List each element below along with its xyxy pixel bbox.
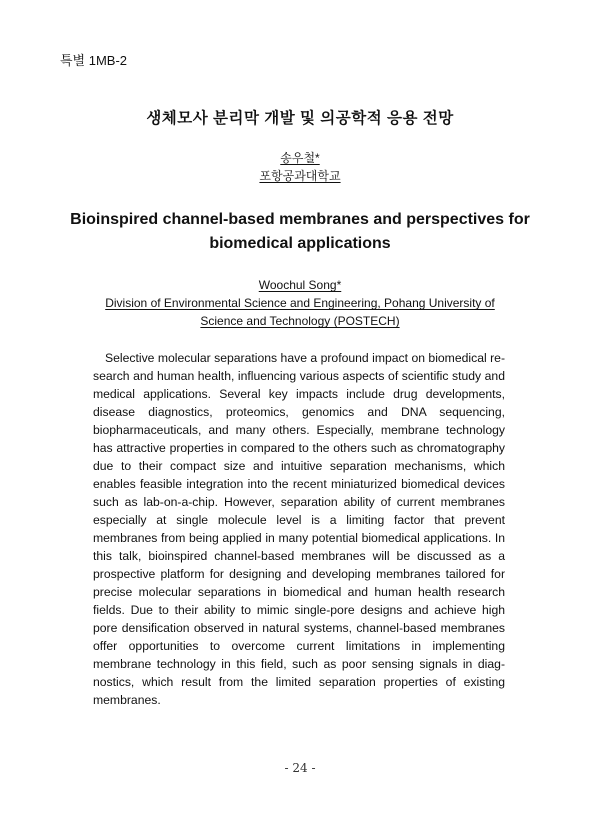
english-affiliation-line1: Division of Environmental Science and Engineering, Pohang University of: [105, 296, 495, 310]
abstract-body: Selective molecular separations have a profound impact on biomedical research and human health, influencing various aspects of scientific study and medical applications. Several key impacts include drug developments, disease diagnostics, proteomics, genomics and DNA sequencing, biopharmaceuticals, and many others. Especially, membrane technology has attractive properties in compared to the others such as chromatography due to their compact size and intuitive separation mechanisms, which enables feasible integration into the recent miniaturized biomedical devices such as lab-on-a-chip. However, separation ability of current membranes especially at single molecule level is a limiting factor that prevent membranes from being applied in many potential biomedical applications. In this talk, bioinspired channel-based membranes will be discussed as a prospective platform for designing and developing membranes tailored for precise molecular separations in biomedical and human health research fields. Due to their ability to mimic single-pore designs and achieve high pore densification observed in natural systems, channel-based membranes offer opportunities to overcome current limitations in implementing membrane technology in this field, such as poor sensing signals in diagnostics, which result from the limited separation properties of existing membranes.: [93, 351, 505, 707]
session-code: 특별 1MB-2: [60, 53, 128, 68]
english-title: Bioinspired channel-based membranes and perspectives for biomedical applications: [70, 211, 530, 252]
korean-author: [0, 149, 600, 166]
english-author: [0, 278, 600, 292]
korean-author-text: 송우철*: [280, 151, 320, 165]
english-affiliation-line2: Science and Technology (POSTECH): [200, 314, 400, 328]
korean-title: 생체모사 분리막 개발 및 의공학적 응용 전망: [146, 110, 454, 127]
korean-affiliation-text: 포항공과대학교: [259, 169, 341, 183]
english-author-text: Woochul Song*: [258, 278, 342, 292]
korean-affiliation: [0, 167, 600, 184]
page-number: - 24 -: [284, 761, 316, 775]
english-affiliation: [0, 294, 600, 330]
